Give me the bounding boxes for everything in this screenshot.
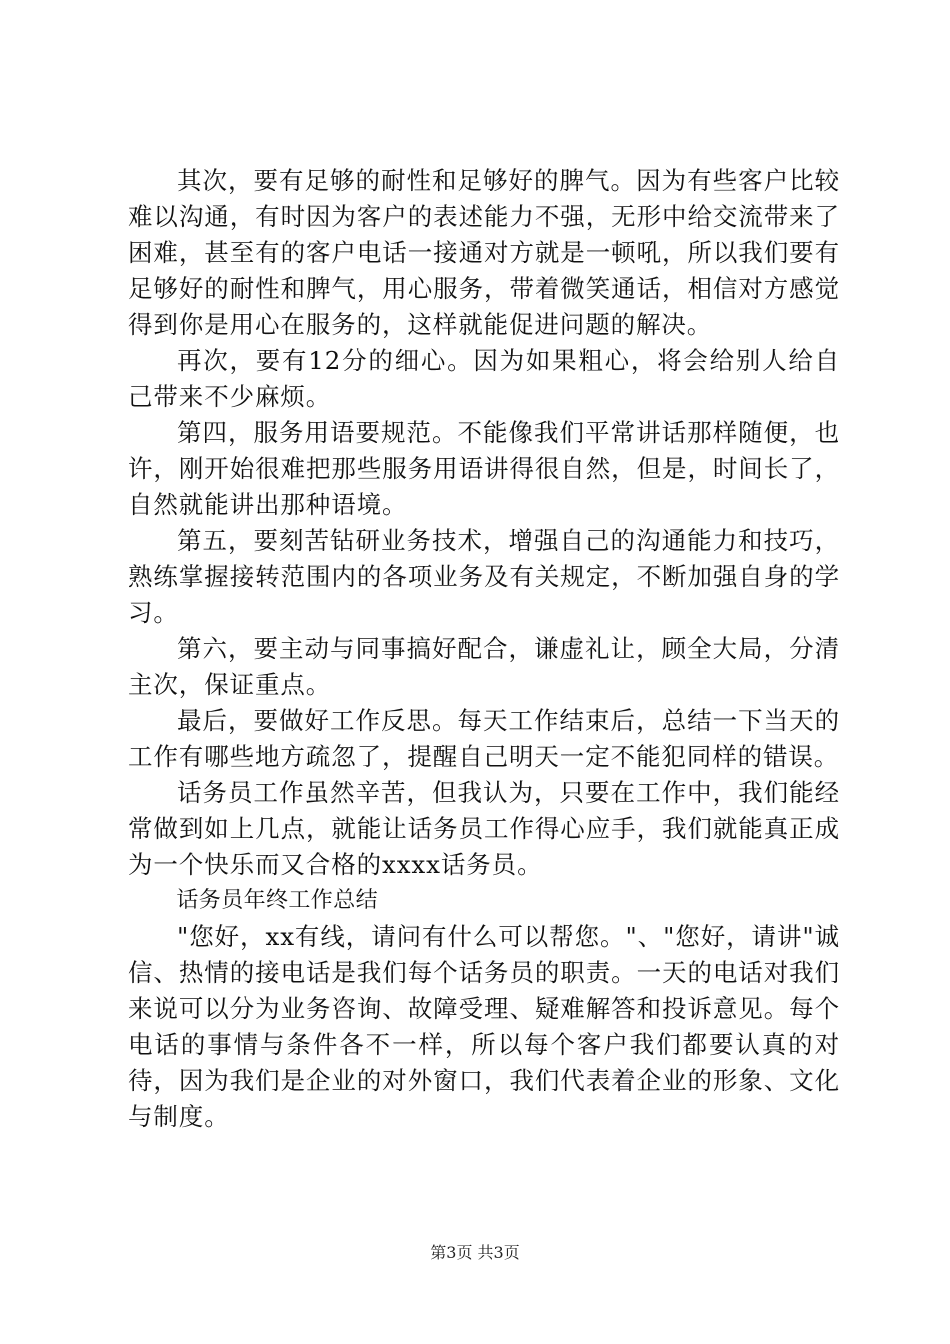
paragraph-fourth-point: 第四，服务用语要规范。不能像我们平常讲话那样随便，也许，刚开始很难把那些服务用语讲得很自然，但是，时间长了，自然就能讲出那种语境。 (128, 418, 840, 519)
paragraph-second-point: 其次，要有足够的耐性和足够好的脾气。因为有些客户比较难以沟通，有时因为客户的表述能力不强，无形中给交流带来了困难，甚至有的客户电话一接通对方就是一顿吼，所以我们要有足够好的耐性和脾气，用心服务，带着微笑通话，相信对方感觉得到你是用心在服务的，这样就能促进问题的解决。 (128, 166, 840, 339)
paragraph-conclusion: 话务员工作虽然辛苦，但我认为，只要在工作中，我们能经常做到如上几点，就能让话务员工作得心应手，我们就能真正成为一个快乐而又合格的xxxx话务员。 (128, 778, 840, 879)
page-number-footer: 第3页 共3页 (430, 1243, 520, 1262)
paragraph-section-intro: "您好，xx有线，请问有什么可以帮您。"、"您好，请讲"诚信、热情的接电话是我们每个话务员的职责。一天的电话对我们来说可以分为业务咨询、故障受理、疑难解答和投诉意见。每个电话的事情与条件各不一样，所以每个客户我们都要认真的对待，因为我们是企业的对外窗口，我们代表着企业的形象、文化与制度。 (128, 922, 840, 1131)
paragraph-fifth-point: 第五，要刻苦钻研业务技术，增强自己的沟通能力和技巧，熟练掌握接转范围内的各项业务及有关规定，不断加强自身的学习。 (128, 526, 840, 627)
document-body (128, 163, 840, 1135)
paragraph-sixth-point: 第六，要主动与同事搞好配合，谦虚礼让，顾全大局，分清主次，保证重点。 (128, 634, 840, 699)
section-title: 话务员年终工作总结 (176, 888, 378, 913)
paragraph-third-point: 再次，要有12分的细心。因为如果粗心，将会给别人给自己带来不少麻烦。 (128, 346, 840, 411)
paragraph-last-point: 最后，要做好工作反思。每天工作结束后，总结一下当天的工作有哪些地方疏忽了，提醒自己明天一定不能犯同样的错误。 (128, 706, 840, 771)
